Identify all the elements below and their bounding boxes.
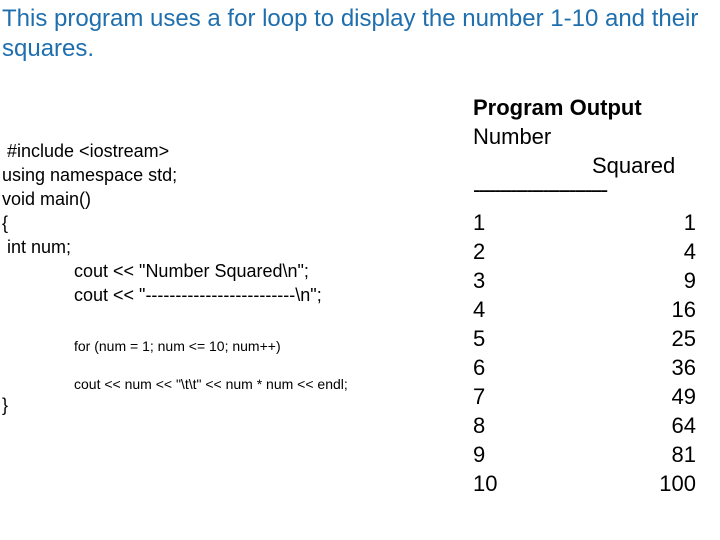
output-row xyxy=(473,239,696,268)
output-square: 64 xyxy=(671,413,696,438)
output-row xyxy=(473,355,696,384)
output-square: 4 xyxy=(683,239,696,264)
output-square: 49 xyxy=(671,384,696,409)
code-line-close-brace: } xyxy=(2,395,9,415)
output-separator: ------------------------- xyxy=(473,177,607,202)
code-line-namespace: using namespace std; xyxy=(2,165,178,185)
output-row xyxy=(473,210,696,239)
output-number: 6 xyxy=(473,355,486,380)
output-heading: Program Output xyxy=(473,95,642,120)
output-row xyxy=(473,442,696,471)
output-number: 5 xyxy=(473,326,486,351)
output-square: 16 xyxy=(671,297,696,322)
output-number: 9 xyxy=(473,442,486,467)
output-square: 81 xyxy=(671,442,696,467)
code-line-cout-loop: cout << num << "\t\t" << num * num << endl; xyxy=(74,376,348,392)
code-line-include: #include <iostream> xyxy=(2,141,170,161)
slide-title: This program uses a for loop to display the number 1-10 and their squares. xyxy=(2,5,699,62)
code-line-main: void main() xyxy=(2,189,92,209)
output-number: 7 xyxy=(473,384,486,409)
output-row xyxy=(473,471,696,500)
code-line-open-brace: { xyxy=(2,213,9,233)
code-line-declare: int num; xyxy=(2,237,72,257)
output-number: 10 xyxy=(473,471,498,496)
output-number: 3 xyxy=(473,268,486,293)
output-square: 36 xyxy=(671,355,696,380)
output-square: 9 xyxy=(683,268,696,293)
output-row xyxy=(473,297,696,326)
code-line-cout-separator: cout << "-------------------------\n"; xyxy=(74,285,322,305)
output-col-number: Number xyxy=(473,124,552,149)
output-row xyxy=(473,413,696,442)
output-number: 1 xyxy=(473,210,486,235)
output-row xyxy=(473,326,696,355)
output-number: 2 xyxy=(473,239,486,264)
code-line-for: for (num = 1; num <= 10; num++) xyxy=(74,338,281,354)
code-line-cout-header: cout << "Number Squared\n"; xyxy=(74,261,309,281)
output-square: 100 xyxy=(659,471,696,496)
output-number: 8 xyxy=(473,413,486,438)
output-square: 25 xyxy=(671,326,696,351)
output-square: 1 xyxy=(683,210,696,235)
output-number: 4 xyxy=(473,297,486,322)
output-col-squared: Squared xyxy=(592,153,676,178)
output-row xyxy=(473,384,696,413)
output-row xyxy=(473,268,696,297)
